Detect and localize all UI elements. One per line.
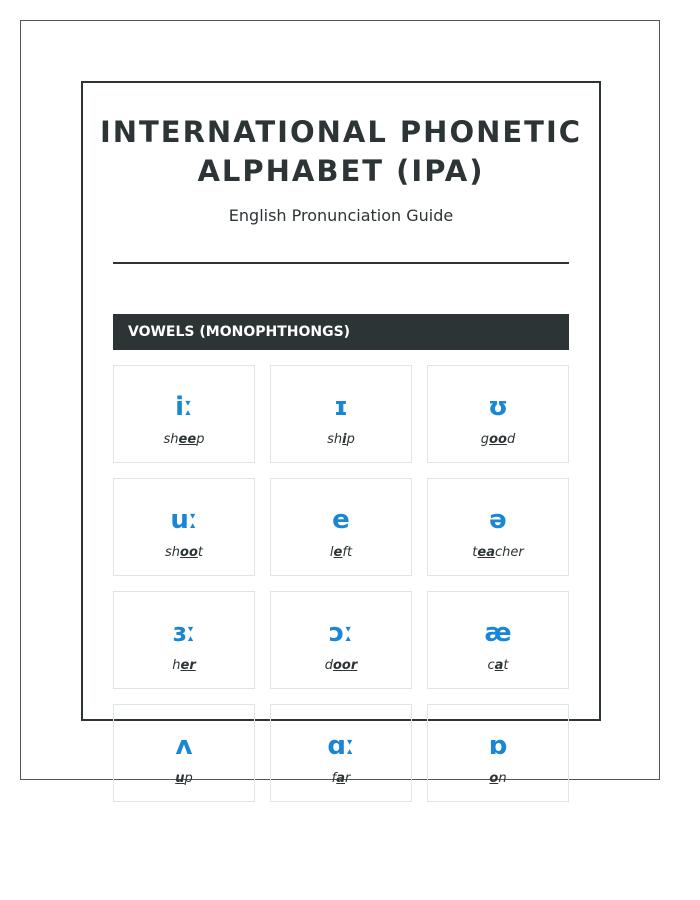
title-divider (113, 262, 569, 264)
vowel-card (270, 704, 412, 802)
example-word-highlight: i (342, 432, 347, 447)
section-header-vowels: VOWELS (MONOPHTHONGS) (113, 314, 569, 350)
example-word-prefix: sh (327, 432, 343, 447)
example-word (114, 657, 254, 674)
vowel-card (113, 365, 255, 463)
page-title: INTERNATIONAL PHONETIC ALPHABET (IPA) (99, 115, 583, 188)
ipa-symbol: ɑː (327, 731, 355, 761)
vowel-card (427, 591, 569, 689)
example-word (114, 431, 254, 448)
example-word-suffix: ft (342, 545, 353, 560)
example-word (271, 657, 411, 674)
example-word-prefix: f (331, 771, 337, 786)
example-word (271, 431, 411, 448)
example-word-prefix: c (487, 658, 495, 673)
example-word-highlight: a (336, 771, 345, 786)
vowel-card (270, 478, 412, 576)
example-word-prefix: sh (163, 432, 179, 447)
example-word-highlight: e (333, 545, 343, 560)
example-word-suffix: r (345, 771, 351, 786)
example-word-suffix: p (196, 432, 205, 447)
vowel-card (270, 365, 412, 463)
example-word-suffix: p (346, 432, 355, 447)
vowel-card (427, 365, 569, 463)
example-word-suffix: n (498, 771, 507, 786)
example-word-suffix: d (506, 432, 516, 447)
example-word-highlight: u (175, 771, 185, 786)
example-word (428, 770, 568, 787)
ipa-symbol: ə (489, 505, 507, 535)
vowel-card (113, 704, 255, 802)
ipa-symbol: uː (170, 505, 198, 535)
vowel-card (427, 704, 569, 802)
example-word-prefix: d (324, 658, 333, 673)
example-word-prefix: t (472, 545, 478, 560)
vowel-card (270, 591, 412, 689)
example-word-prefix: sh (165, 545, 181, 560)
example-word-highlight: er (180, 658, 196, 673)
example-word (271, 544, 411, 561)
example-word-highlight: ea (477, 545, 495, 560)
vowel-card (113, 478, 255, 576)
example-word (428, 544, 568, 561)
vowel-card (113, 591, 255, 689)
ipa-symbol: ɔː (328, 618, 354, 648)
example-word-suffix: cher (494, 545, 524, 560)
example-word-prefix: g (480, 432, 490, 447)
ipa-symbol: ɪ (333, 392, 349, 422)
ipa-symbol: e (332, 505, 350, 535)
example-word-highlight: o (489, 771, 499, 786)
ipa-symbol: ʌ (175, 731, 193, 761)
example-word-suffix: t (503, 658, 509, 673)
example-word-highlight: a (494, 658, 504, 673)
page-subtitle: English Pronunciation Guide (228, 206, 454, 225)
ipa-symbol: ɜː (172, 618, 196, 648)
example-word-prefix: h (172, 658, 181, 673)
ipa-symbol: iː (175, 392, 193, 422)
example-word-suffix: t (197, 545, 203, 560)
example-word (428, 431, 568, 448)
ipa-symbol: ʊ (487, 392, 509, 422)
example-word-highlight: oo (489, 432, 507, 447)
example-word-highlight: oor (332, 658, 358, 673)
example-word (428, 657, 568, 674)
vowel-card (427, 478, 569, 576)
ipa-symbol: æ (484, 618, 512, 648)
example-word-highlight: ee (178, 432, 197, 447)
example-word-prefix: l (329, 545, 334, 560)
ipa-symbol: ɒ (488, 731, 508, 761)
example-word (114, 544, 254, 561)
example-word-suffix: p (184, 771, 193, 786)
example-word (271, 770, 411, 787)
example-word (114, 770, 254, 787)
example-word-highlight: oo (180, 545, 198, 560)
